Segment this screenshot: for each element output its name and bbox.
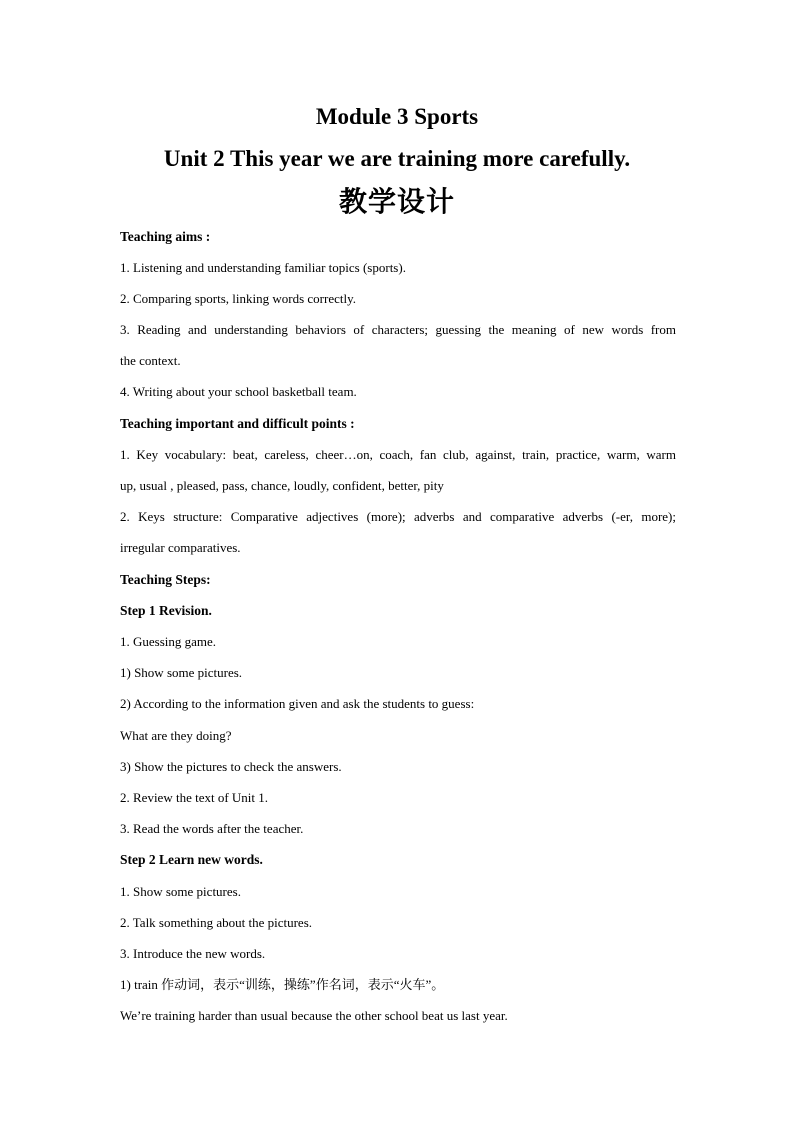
- step1-item: 1. Guessing game.: [120, 634, 217, 649]
- aim-item: 4. Writing about your school basketball team.: [120, 384, 357, 399]
- point-item: irregular comparatives.: [120, 540, 241, 555]
- step2-item: 2. Talk something about the pictures.: [120, 915, 313, 930]
- step1-item: 3) Show the pictures to check the answers.: [120, 759, 342, 774]
- step2-item: We’re training harder than usual because the other school beat us last year.: [120, 1008, 508, 1023]
- step1-item: 2. Review the text of Unit 1.: [120, 790, 269, 805]
- aim-item: the context.: [120, 353, 181, 368]
- unit-title: Unit 2 This year we are training more carefully.: [163, 146, 631, 171]
- point-item: 2. Keys structure: Comparative adjectives (more); adverbs and comparative adverbs (-er, more);: [120, 509, 676, 524]
- aims-heading: Teaching aims :: [120, 229, 211, 244]
- aim-item: 1. Listening and understanding familiar topics (sports).: [120, 260, 406, 275]
- points-heading: Teaching important and difficult points :: [120, 416, 355, 431]
- step1-item: 1) Show some pictures.: [120, 665, 243, 680]
- step1-item: 2) According to the information given and ask the students to guess:: [120, 696, 475, 711]
- design-title: 教学设计: [338, 185, 455, 218]
- step1-heading: Step 1 Revision.: [120, 603, 212, 618]
- point-item: up, usual , pleased, pass, chance, loudly, confident, better, pity: [120, 478, 444, 493]
- aim-item: 2. Comparing sports, linking words correctly.: [120, 291, 357, 306]
- step2-heading: Step 2 Learn new words.: [120, 852, 263, 867]
- module-title: Module 3 Sports: [315, 104, 479, 129]
- step1-item: What are they doing?: [120, 728, 232, 743]
- step2-item: 1. Show some pictures.: [120, 884, 241, 899]
- steps-heading: Teaching Steps:: [120, 572, 211, 587]
- step2-item: 3. Introduce the new words.: [120, 946, 266, 961]
- aim-item: 3. Reading and understanding behaviors of characters; guessing the meaning of new words from: [120, 322, 676, 337]
- step1-item: 3. Read the words after the teacher.: [120, 821, 304, 836]
- step2-item: 1) train 作动词，表示“训练，操练”作名词，表示“火车”。: [120, 977, 445, 992]
- point-item: 1. Key vocabulary: beat, careless, cheer…on, coach, fan club, against, train, practice, warm, warm: [120, 447, 676, 462]
